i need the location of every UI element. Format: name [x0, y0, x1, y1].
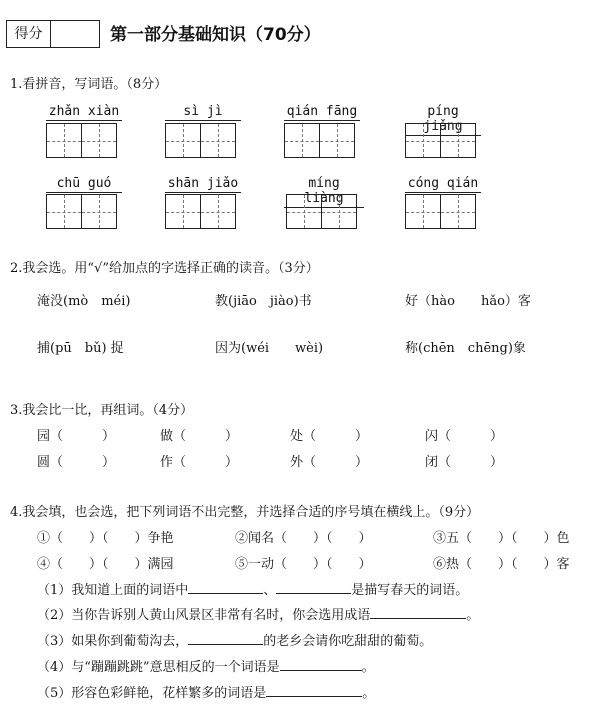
q4-sentence-1: （1）我知道上面的词语中 、 是描写春天的词语。: [37, 583, 469, 598]
q4-sentence-5: （5）形容色彩鲜艳，花样繁多的词语是 。: [37, 686, 376, 701]
section-title: 第一部分基础知识（70分）: [110, 25, 321, 45]
pinyin-7: míng liàng: [284, 176, 364, 208]
q4-sentence-4: （4）与“蹦蹦跳跳”意思相反的一个词语是 。: [37, 660, 375, 675]
answer-blank[interactable]: [188, 643, 263, 645]
q3-title: 3.我会比一比，再组词。（4分）: [10, 403, 194, 418]
writing-grid-8[interactable]: [405, 194, 476, 229]
q4-option-5[interactable]: ⑤一动（ ）（ ）: [235, 557, 372, 572]
answer-blank[interactable]: [280, 669, 362, 671]
q2-item-6[interactable]: 称(chēn chēng)象: [405, 341, 526, 356]
score-label: 得分: [7, 21, 51, 47]
q3-item-6[interactable]: 作（ ）: [160, 455, 239, 470]
q2-item-3[interactable]: 好（hào hǎo）客: [405, 294, 531, 309]
q3-item-8[interactable]: 闭（ ）: [425, 455, 504, 470]
writing-grid-7[interactable]: [286, 194, 357, 229]
pinyin-4: píng jiǎng: [405, 104, 481, 136]
writing-grid-2[interactable]: [165, 123, 236, 158]
q4-option-6[interactable]: ⑥热（ ）（ ）客: [433, 557, 570, 572]
answer-blank[interactable]: [188, 592, 263, 594]
q3-item-4[interactable]: 闪（ ）: [425, 429, 504, 444]
writing-grid-5[interactable]: [46, 194, 117, 229]
q4-sentence-3: （3）如果你到葡萄沟去， 的老乡会请你吃甜甜的葡萄。: [37, 634, 433, 649]
q4-option-2[interactable]: ②闻名（ ）（ ）: [235, 531, 372, 546]
writing-grid-6[interactable]: [165, 194, 236, 229]
writing-grid-3[interactable]: [284, 123, 355, 158]
q2-item-2[interactable]: 教(jiāo jiào)书: [215, 294, 312, 309]
writing-grid-1[interactable]: [46, 123, 117, 158]
pinyin-3: qián fāng: [284, 104, 360, 121]
q3-item-3[interactable]: 处（ ）: [290, 429, 369, 444]
q4-sentence-2: （2）当你告诉别人黄山风景区非常有名时，你会选用成语 。: [37, 608, 480, 623]
writing-grid-4[interactable]: [405, 123, 476, 158]
q3-item-5[interactable]: 圆（ ）: [37, 455, 116, 470]
q4-option-4[interactable]: ④（ ）（ ）满园: [37, 557, 174, 572]
q3-item-1[interactable]: 园（ ）: [37, 429, 116, 444]
pinyin-6: shān jiǎo: [165, 176, 241, 193]
q3-item-2[interactable]: 做（ ）: [160, 429, 239, 444]
q4-option-1[interactable]: ①（ ）（ ）争艳: [37, 531, 174, 546]
pinyin-8: cóng qián: [405, 176, 481, 193]
pinyin-2: sì jì: [165, 104, 241, 121]
answer-blank[interactable]: [276, 592, 351, 594]
q2-item-1[interactable]: 淹没(mò méi): [37, 294, 131, 309]
score-box: [6, 20, 100, 48]
pinyin-5: chū guó: [46, 176, 122, 193]
q2-item-4[interactable]: 捕(pū bǔ) 捉: [37, 341, 124, 356]
answer-blank[interactable]: [266, 695, 362, 697]
q2-item-5[interactable]: 因为(wéi wèi): [215, 341, 324, 356]
answer-blank[interactable]: [370, 617, 466, 619]
q4-option-3[interactable]: ③五（ ）（ ）色: [433, 531, 570, 546]
q3-item-7[interactable]: 外（ ）: [290, 455, 369, 470]
q4-title: 4.我会填，也会选，把下列词语不出完整，并选择合适的序号填在横线上。（9分）: [10, 505, 480, 520]
q2-title: 2.我会选。用“√”给加点的字选择正确的读音。（3分）: [10, 261, 319, 276]
q1-title: 1.看拼音，写词语。（8分）: [10, 77, 168, 92]
pinyin-1: zhǎn xiàn: [46, 104, 122, 121]
